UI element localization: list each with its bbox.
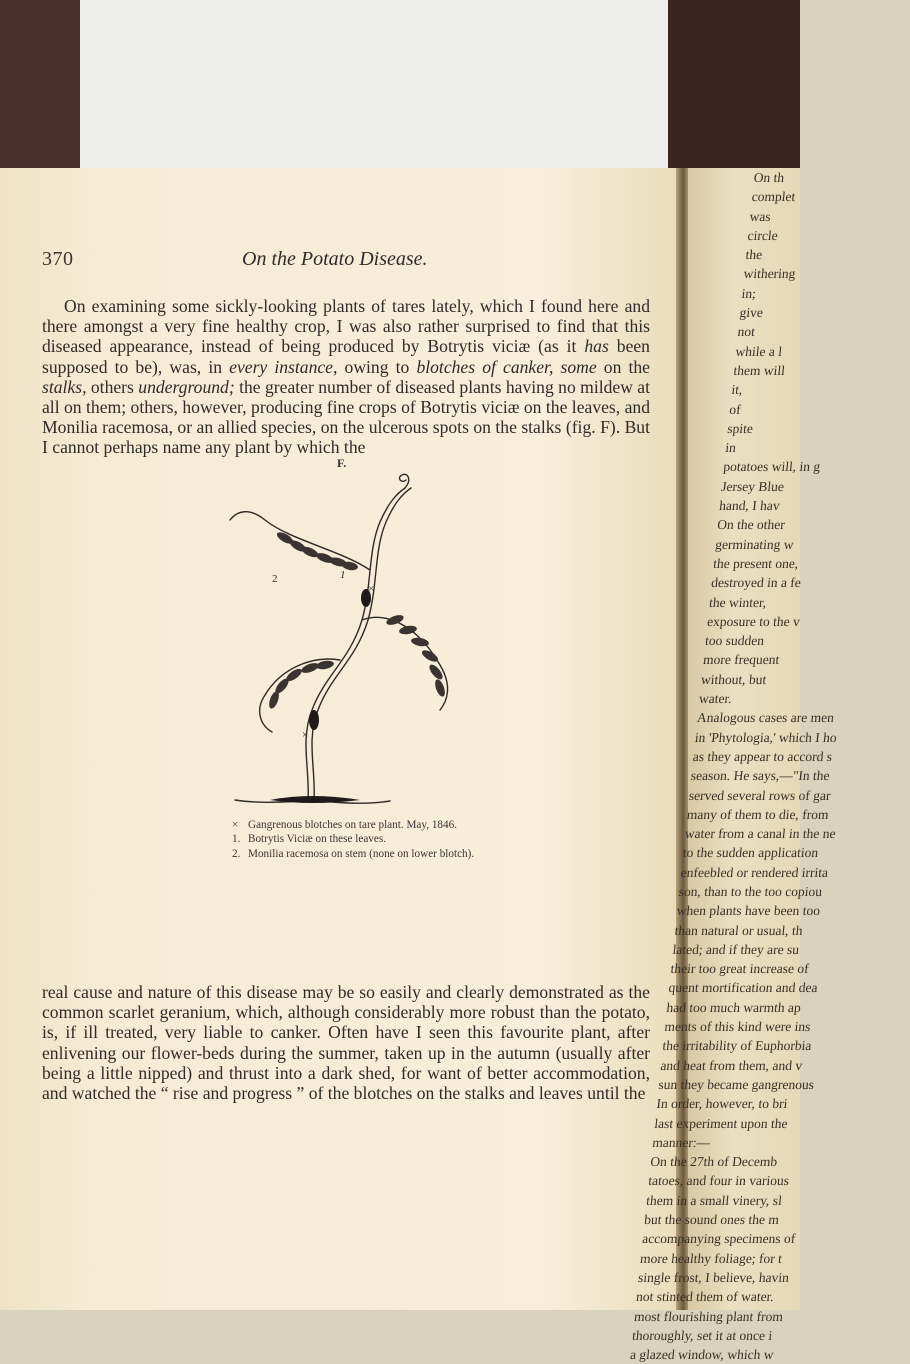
right-page-line: manner:— <box>651 1134 711 1150</box>
right-page-line: to the sudden application <box>682 845 820 861</box>
right-page-line: circle <box>747 227 779 243</box>
right-page-line: exposure to the v <box>706 613 801 629</box>
right-page-line: than natural or usual, th <box>673 922 804 938</box>
caption-marker: 2. <box>232 847 241 860</box>
caption-text: Botrytis Viciæ on these leaves. <box>248 833 387 846</box>
right-page-line: without, but <box>700 671 768 687</box>
right-page-line: their too great increase of <box>669 961 810 977</box>
text-span: been supposed to be), was, in <box>42 336 650 377</box>
right-page-line: complet <box>751 189 797 205</box>
page-header <box>42 248 642 276</box>
right-page-line: hand, I hav <box>718 498 781 514</box>
figure-mark-1: 1 <box>340 569 346 581</box>
right-page-line: accompanying specimens of <box>641 1231 797 1247</box>
right-page <box>629 168 838 1363</box>
right-page-line: water from a canal in the ne <box>684 826 837 842</box>
background-left <box>0 0 80 175</box>
right-page-line: lated; and if they are su <box>671 941 800 957</box>
right-page-line: more frequent <box>702 652 781 668</box>
right-page-line: of <box>728 401 742 417</box>
right-page-line: the present one, <box>712 555 800 571</box>
caption-marker: 1. <box>232 833 241 846</box>
right-page-line: more healthy foliage; for t <box>639 1250 783 1266</box>
right-page-line: when plants have been too <box>676 903 821 919</box>
right-page-line: them in a small vinery, sl <box>645 1192 783 1208</box>
right-page-line: sun they became gangrenous <box>657 1076 815 1092</box>
branch <box>230 512 370 570</box>
right-page-line: while a l <box>734 343 783 359</box>
caption-line <box>232 832 572 846</box>
emphasis: has <box>584 336 609 357</box>
caption-marker: × <box>232 819 239 831</box>
right-page-line: On the 27th of Decemb <box>649 1154 778 1170</box>
caption-text: Monilia racemosa on stem (none on lower blotch). <box>248 847 475 860</box>
right-page-line: not <box>736 324 756 340</box>
right-page-line: ments of this kind were ins <box>663 1019 812 1035</box>
background-right <box>668 0 800 175</box>
caption-line <box>232 847 572 861</box>
right-page-line: and heat from them, and v <box>659 1057 804 1073</box>
right-page-line: not stinted them of water. <box>635 1289 775 1305</box>
leaflet <box>427 663 445 682</box>
right-page-line: Jersey Blue <box>720 478 785 494</box>
figure-mark-x: × <box>368 583 375 595</box>
right-page-line: water. <box>698 691 733 707</box>
figure-mark-x: × <box>302 729 309 741</box>
right-page-line: last experiment upon the <box>653 1115 789 1131</box>
paragraph-1 <box>42 296 650 458</box>
tendril <box>399 474 408 488</box>
page-number: 370 <box>42 248 74 270</box>
right-page-line: as they appear to accord s <box>692 748 833 764</box>
caption-text: Gangrenous blotches on tare plant. May, 1846. <box>248 819 457 831</box>
right-page-line: in <box>724 440 737 456</box>
figure-mark-2: 2 <box>272 573 278 585</box>
right-page-line: son, than to the too copiou <box>678 883 823 899</box>
right-page-line: On the other <box>716 517 786 533</box>
right-page-line: served several rows of gar <box>688 787 832 803</box>
text-span: the greater number of diseased plants having no mildew at all on them; others, however, producing fine crops of Botrytis viciæ on the leaves, and Monilia racemosa, or an allied species, on the ulcerous spots on the stalks (fig. F). But I cannot perhaps name any plant by which the <box>42 376 651 458</box>
right-page-line: Analogous cases are men <box>696 710 835 726</box>
right-page-line: potatoes will, in g <box>722 459 821 475</box>
running-head: On the Potato Disease. <box>242 248 428 270</box>
emphasis: blotches of canker, some <box>416 356 597 377</box>
right-page-line: single frost, I believe, havin <box>637 1269 790 1285</box>
right-page-line: many of them to die, from <box>686 806 830 822</box>
right-page-line: the winter, <box>708 594 768 610</box>
plant-stem-outline <box>312 488 411 800</box>
canker-blotch <box>309 710 319 730</box>
right-page-line: thoroughly, set it at once i <box>631 1327 774 1343</box>
right-page-line: germinating w <box>714 536 795 552</box>
right-page-line: them will <box>732 362 786 378</box>
text-span: on the <box>596 356 650 377</box>
right-page-line: but the sound ones the m <box>643 1212 780 1228</box>
right-page-line: in; <box>740 285 757 301</box>
right-page-line: was <box>749 208 772 224</box>
right-page-line: enfeebled or rendered irrita <box>680 864 829 880</box>
right-page-line: most flourishing plant from <box>633 1308 784 1324</box>
right-page-line: In order, however, to bri <box>655 1096 789 1112</box>
right-page-line: tatoes, and four in various <box>647 1173 790 1189</box>
blank-flyleaf <box>80 0 668 178</box>
text-span: others <box>86 376 139 397</box>
tare-plant-illustration <box>190 470 500 810</box>
right-page-line: it, <box>730 382 744 398</box>
plant-stem <box>306 488 405 800</box>
right-page-line: give <box>738 305 764 321</box>
right-page-line: On th <box>753 170 786 185</box>
right-page-line: season. He says,—"In the <box>690 768 831 784</box>
right-page-line: withering <box>742 266 797 282</box>
caption-line <box>232 818 572 832</box>
right-page-line: quent mortification and dea <box>667 980 819 996</box>
emphasis: stalks, <box>42 376 87 397</box>
figure-caption <box>232 818 572 861</box>
text-span: owing to <box>337 356 417 377</box>
background-dark <box>0 0 800 175</box>
right-page-line: destroyed in a fe <box>710 575 802 591</box>
right-page-line: spite <box>726 420 754 436</box>
emphasis: underground; <box>138 376 235 397</box>
right-page-line: in 'Phytologia,' which I ho <box>694 729 838 745</box>
right-page-line: the <box>744 247 764 263</box>
leaflet <box>433 678 447 698</box>
emphasis: every instance, <box>229 356 338 377</box>
figure-label: F. <box>337 456 347 470</box>
text-span: On examining some sickly-looking plants of tares lately, which I found here and there amongst a very fine healthy crop, I was also rather surprised to find that this diseased appearance, instead of being produced by Botrytis viciæ (as it <box>42 296 650 357</box>
paragraph-2: real cause and nature of this disease may be so easily and clearly demonstrated as the common scarlet geranium, which, although considerably more robust than the potato, is, if ill treated, very liable to canker. Often have I seen this favourite plant, after enlivening our flower-beds during the summer, taken up in the autumn (usually after being a little nipped) and thrust into a dark shed, for want of better accommodation, and watched the “ rise and progress ” of the blotches on the stalks and leaves until the <box>42 982 650 1104</box>
right-page-line: too sudden <box>704 633 765 649</box>
right-page-line: the irritability of Euphorbia <box>661 1038 813 1054</box>
right-page-line: had too much warmth ap <box>665 999 802 1015</box>
right-page-line: a glazed window, which w <box>629 1347 775 1363</box>
